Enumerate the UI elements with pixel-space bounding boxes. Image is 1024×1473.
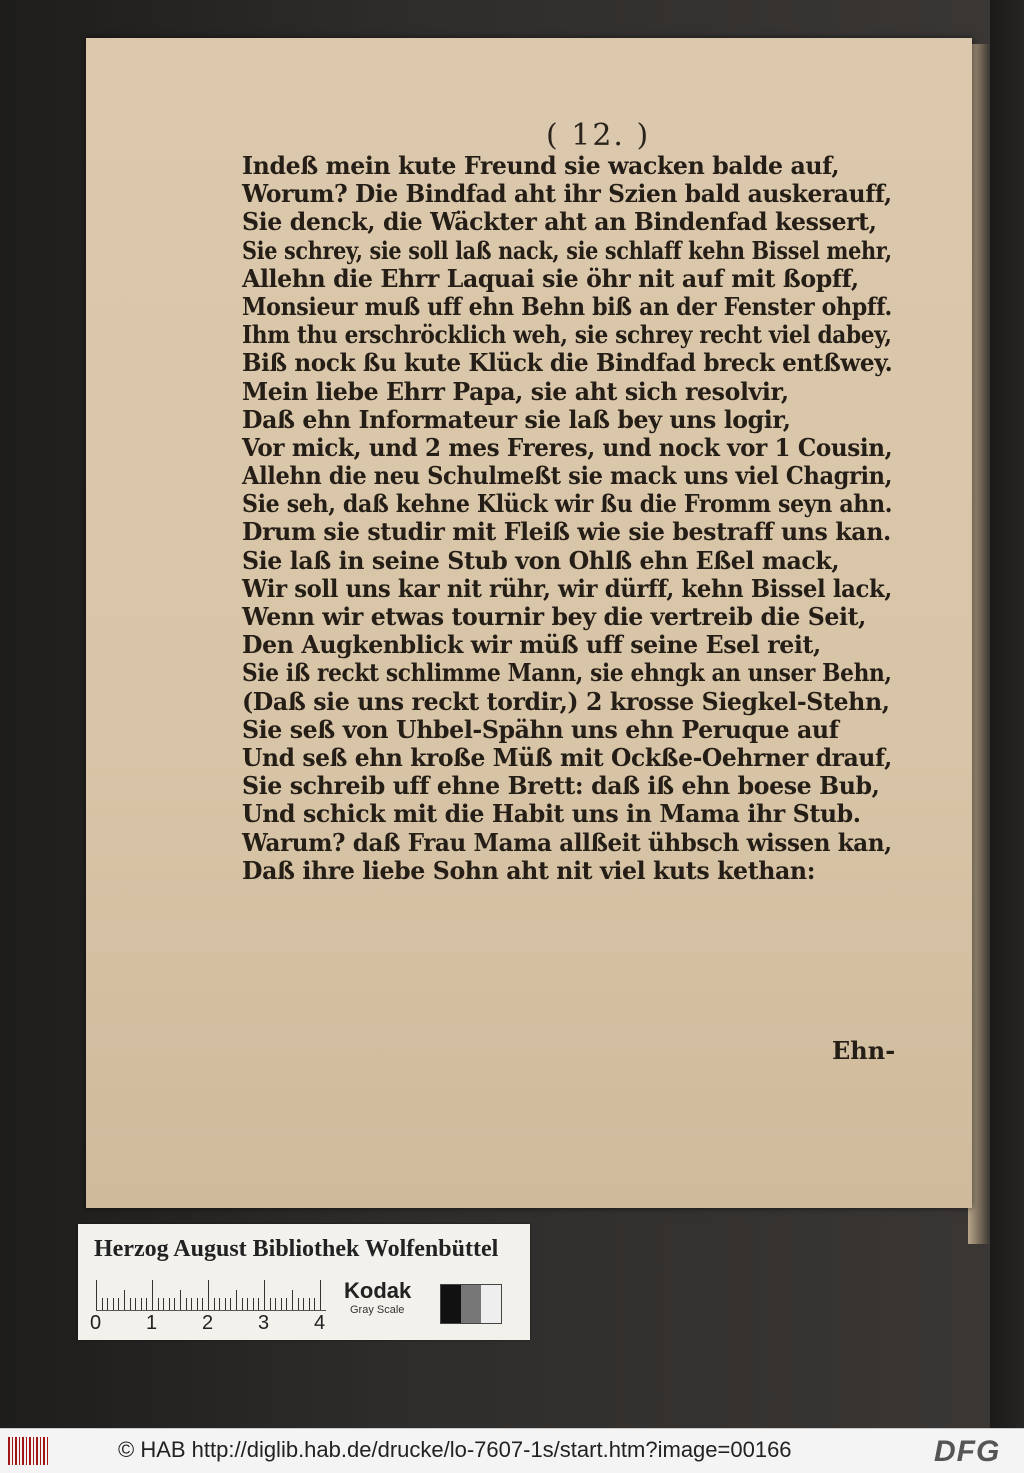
text-line: Und schick mit die Habit uns in Mama ihr Stub. — [242, 799, 861, 829]
page-number: ( 12. ) — [546, 118, 651, 153]
text-line: Worum? Die Bindfad aht ihr Szien bald auskerauff, — [242, 179, 892, 209]
text-line: (Daß sie uns reckt tordir,) 2 krosse Siegkel-Stehn, — [242, 686, 890, 716]
text-line: Sie schrey, sie soll laß nack, sie schlaff kehn Bissel mehr, — [242, 235, 892, 265]
ruler-tick — [247, 1298, 248, 1310]
ruler-label: 3 — [258, 1312, 270, 1334]
text-line: Daß ehn Informateur sie laß bey uns logir, — [242, 404, 791, 434]
ruler-tick — [163, 1298, 164, 1310]
ruler-label: 4 — [314, 1312, 326, 1334]
text-line: Monsieur muß uff ehn Behn biß an der Fenster ohpff. — [242, 291, 892, 321]
text-line: Und seß ehn kroße Müß mit Ockße-Oehrner drauf, — [242, 742, 892, 772]
ruler-tick — [96, 1280, 97, 1310]
barcode-icon — [8, 1437, 48, 1465]
ruler-tick — [141, 1298, 142, 1310]
ruler-tick — [320, 1280, 321, 1310]
ruler-tick — [124, 1290, 125, 1310]
swatch-gray — [461, 1285, 481, 1323]
ruler-tick — [298, 1298, 299, 1310]
text-line: Biß nock ßu kute Klück die Bindfad breck entßwey. — [242, 348, 893, 378]
text-line: Wenn wir etwas tournir bey die vertreib die Seit, — [242, 602, 866, 631]
scan-right-strip — [990, 0, 1024, 1428]
poem-text — [242, 152, 902, 885]
text-line: Ihm thu erschröcklich weh, sie schrey recht viel dabey, — [242, 320, 892, 350]
text-line: Den Augkenblick wir müß uff seine Esel reit, — [242, 630, 821, 660]
ruler-tick — [270, 1298, 271, 1310]
ruler-tick — [118, 1298, 119, 1310]
scale-ruler — [96, 1276, 326, 1311]
text-line: Wir soll uns kar nit rühr, wir dürff, kehn Bissel lack, — [242, 573, 892, 603]
ruler-tick — [152, 1280, 153, 1310]
ruler-tick — [264, 1280, 265, 1310]
ruler-tick — [113, 1298, 114, 1310]
text-line: Vor mick, und 2 mes Freres, und nock vor 1 Cousin, — [242, 432, 893, 462]
swatch-white — [481, 1285, 501, 1323]
text-line: Warum? daß Frau Mama allßeit ühbsch wissen kan, — [242, 827, 892, 857]
ruler-tick — [174, 1298, 175, 1310]
ruler-tick — [107, 1298, 108, 1310]
ruler-tick — [236, 1290, 237, 1310]
ruler-tick — [275, 1298, 276, 1310]
ruler-tick — [230, 1298, 231, 1310]
ruler-tick — [146, 1298, 147, 1310]
ruler-tick — [225, 1298, 226, 1310]
text-line: Daß ihre liebe Sohn aht nit viel kuts kethan: — [242, 855, 816, 885]
text-line: Mein liebe Ehrr Papa, sie aht sich resolvir, — [242, 376, 789, 406]
dfg-logo: DFG — [934, 1435, 1001, 1468]
ruler-tick — [303, 1298, 304, 1310]
ruler-tick — [286, 1298, 287, 1310]
ruler-tick — [219, 1298, 220, 1310]
footer-credit-link[interactable]: © HAB http://diglib.hab.de/drucke/lo-7607-1s/start.htm?image=00166 — [118, 1437, 792, 1462]
ruler-tick — [314, 1298, 315, 1310]
ruler-tick — [292, 1290, 293, 1310]
ruler-tick — [253, 1298, 254, 1310]
ruler-tick — [180, 1290, 181, 1310]
kodak-logo: Kodak — [344, 1278, 412, 1303]
ruler-tick — [169, 1298, 170, 1310]
footer-bar — [0, 1428, 1024, 1473]
ruler-label: 0 — [90, 1312, 102, 1334]
text-line: Allehn die neu Schulmeßt sie mack uns viel Chagrin, — [242, 461, 893, 491]
ruler-tick — [214, 1298, 215, 1310]
ruler-tick — [158, 1298, 159, 1310]
ruler-tick — [208, 1280, 209, 1310]
color-calibration-card — [78, 1224, 530, 1340]
ruler-tick — [186, 1298, 187, 1310]
ruler-tick — [242, 1298, 243, 1310]
text-line: Allehn die Ehrr Laquai sie öhr nit auf mit ßopff, — [242, 263, 859, 293]
grayscale-label: Gray Scale — [350, 1304, 405, 1316]
text-line: Sie schreib uff ehne Brett: daß iß ehn boese Bub, — [242, 771, 880, 801]
ruler-tick — [202, 1298, 203, 1310]
text-line: Indeß mein kute Freund sie wacken balde auf, — [242, 151, 840, 180]
ruler-tick — [258, 1298, 259, 1310]
swatch-black — [441, 1285, 461, 1323]
catchword: Ehn- — [832, 1036, 896, 1065]
text-line: Sie laß in seine Stub von Ohlß ehn Eßel mack, — [242, 545, 840, 575]
gray-swatches — [440, 1284, 502, 1324]
ruler-tick — [197, 1298, 198, 1310]
ruler-label: 1 — [146, 1312, 158, 1334]
text-line: Sie denck, die Wäckter aht an Bindenfad kessert, — [242, 207, 877, 237]
text-line: Sie seh, daß kehne Klück wir ßu die Fromm seyn ahn. — [242, 489, 893, 519]
ruler-tick — [281, 1298, 282, 1310]
text-line: Drum sie studir mit Fleiß wie sie bestraff uns kan. — [242, 517, 891, 547]
ruler-tick — [309, 1298, 310, 1310]
text-line: Sie iß reckt schlimme Mann, sie ehngk an unser Behn, — [242, 658, 892, 688]
library-name: Herzog August Bibliothek Wolfenbüttel — [94, 1236, 499, 1262]
ruler-tick — [130, 1298, 131, 1310]
ruler-label: 2 — [202, 1312, 214, 1334]
ruler-tick — [191, 1298, 192, 1310]
ruler-tick — [102, 1298, 103, 1310]
ruler-tick — [135, 1298, 136, 1310]
text-line: Sie seß von Uhbel-Spähn uns ehn Peruque auf — [242, 714, 839, 744]
